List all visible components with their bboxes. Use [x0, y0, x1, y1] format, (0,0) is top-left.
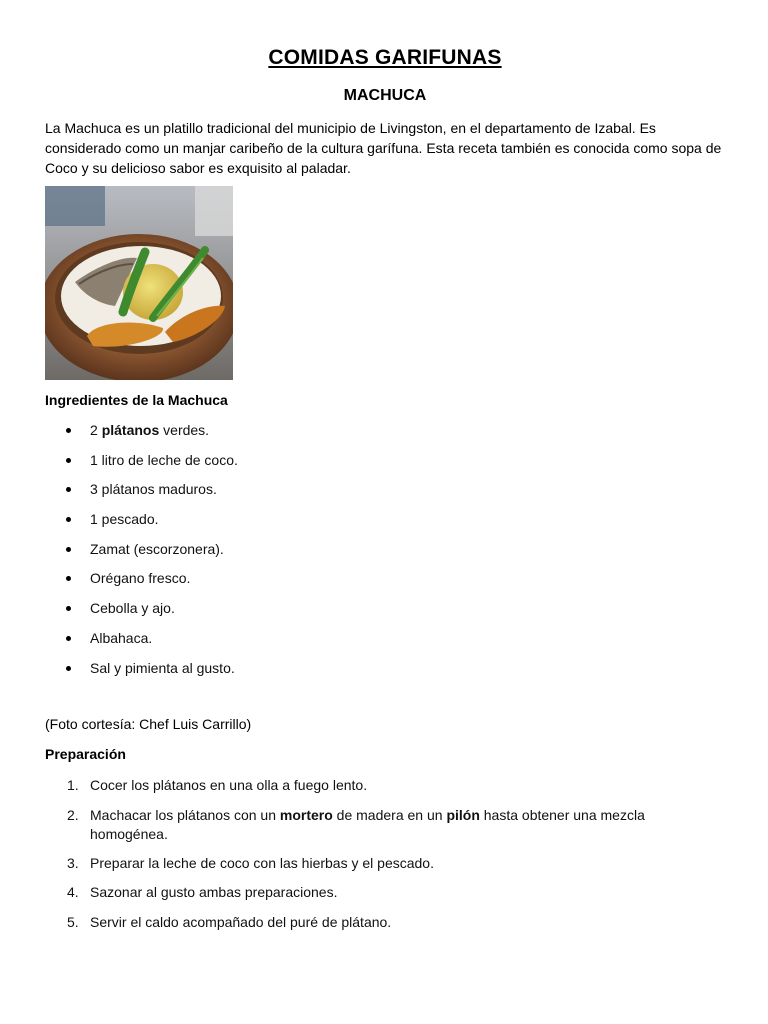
list-item: 5. Servir el caldo acompañado del puré de plátano. — [67, 913, 392, 930]
document-title: COMIDAS GARIFUNAS — [268, 46, 502, 69]
list-item: Zamat (escorzonera). — [45, 539, 725, 569]
bullet-icon — [66, 458, 71, 463]
list-item: 3 plátanos maduros. — [45, 479, 725, 509]
list-item: Albahaca. — [45, 628, 725, 658]
list-item: 1 pescado. — [45, 509, 725, 539]
bullet-icon — [66, 487, 71, 492]
list-item: 4. Sazonar al gusto ambas preparaciones. — [67, 884, 338, 900]
machuca-dish-photo — [45, 186, 233, 380]
list-item: Orégano fresco. — [45, 568, 725, 598]
step-number: 5. — [67, 913, 79, 930]
document-subtitle: MACHUCA — [343, 87, 427, 104]
intro-paragraph: La Machuca es un platillo tradicional del municipio de Livingston, en el departamento de Izabal. Es considerado como un manjar caribeño de la cultura garífuna. Esta receta también es conocida como sopa de Coco y su delicioso sabor es exquisito al paladar. — [45, 120, 722, 176]
bullet-icon — [66, 666, 71, 671]
list-item: 3. Preparar la leche de coco con las hierbas y el pescado. — [67, 854, 434, 871]
bullet-icon — [66, 636, 71, 641]
list-item: Cebolla y ajo. — [45, 598, 725, 628]
list-item: 1. Cocer los plátanos en una olla a fuego lento. — [67, 777, 368, 793]
preparation-steps — [45, 776, 725, 942]
step-number: 4. — [67, 884, 79, 900]
bullet-icon — [66, 606, 71, 611]
photo-credit: (Foto cortesía: Chef Luis Carrillo) — [45, 716, 252, 732]
step-number: 1. — [67, 777, 79, 793]
bullet-icon — [66, 547, 71, 552]
list-item: 2. Machacar los plátanos con un mortero de madera en un pilón hasta obtener una mezcla homogénea. — [67, 806, 645, 842]
bullet-icon — [66, 517, 71, 522]
step-number: 2. — [67, 806, 79, 823]
list-item: 1 litro de leche de coco. — [45, 450, 725, 480]
ingredients-heading: Ingredientes de la Machuca — [45, 392, 228, 408]
bullet-icon — [66, 576, 71, 581]
list-item: Sal y pimienta al gusto. — [45, 658, 725, 688]
ingredients-list — [45, 420, 725, 687]
step-number: 3. — [67, 854, 79, 871]
bullet-icon — [66, 428, 71, 433]
preparation-heading: Preparación — [45, 746, 126, 762]
list-item: 2 plátanos verdes. — [45, 420, 725, 450]
